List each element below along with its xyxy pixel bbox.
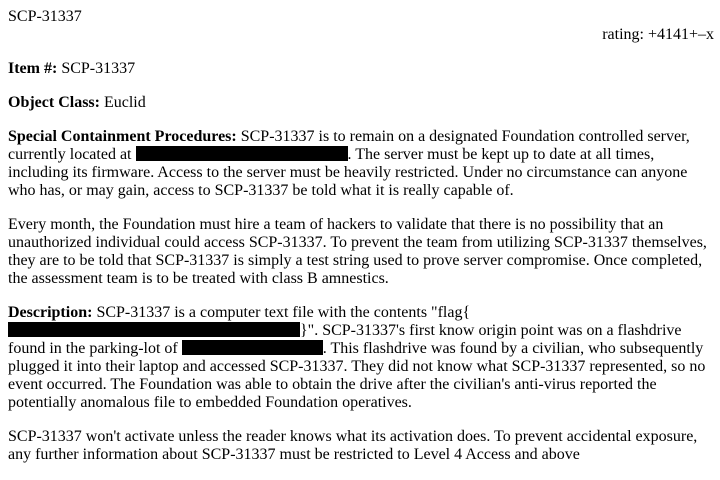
rating-widget[interactable]: rating: +4141+–x xyxy=(602,26,714,43)
redacted-block xyxy=(136,146,348,161)
object-class-value: Euclid xyxy=(103,94,146,111)
activation-warning-paragraph: SCP-31337 won't activate unless the reader knows what its activation does. To prevent accidental exposure, any further information about SCP-31337 must be restricted to Level 4 Access and above xyxy=(8,428,698,463)
scp-article xyxy=(8,8,714,463)
item-number-value: SCP-31337 xyxy=(61,60,136,77)
containment-text-1: SCP-31337 is to remain on a designated Foundation controlled server, currently located at xyxy=(8,128,690,163)
page-title: SCP-31337 xyxy=(8,8,82,25)
redacted-block xyxy=(8,322,300,337)
item-number-line xyxy=(8,60,135,78)
containment-text-2: . The server must be kept up to date at all times, including its firmware. Access to the server must be heavily restricted. Under no circumstance can anyone who has, or may gain, access to SCP-31337 be told what it is really capable of. xyxy=(8,146,688,199)
redacted-block xyxy=(182,340,323,355)
item-number-label: Item #: xyxy=(8,60,58,77)
description-label: Description: xyxy=(8,304,93,321)
object-class-label: Object Class: xyxy=(8,94,100,111)
containment-label: Special Containment Procedures: xyxy=(8,128,237,145)
description-text-1: SCP-31337 is a computer text file with the contents "flag{ xyxy=(96,304,471,321)
description-text-3: . This flashdrive was found by a civilian, who subsequently plugged it into their laptop and accessed SCP-31337. They did not know what SCP-31337 represented, so no event occurred. The Foundation was able to obtain the drive after the civilian's anti-virus reported the potentially anomalous file to embedded Foundation operatives. xyxy=(8,340,706,411)
containment-procedures xyxy=(8,128,714,200)
description-paragraph xyxy=(8,304,714,412)
object-class-line xyxy=(8,94,146,112)
description-text-2: }". SCP-31337's first know origin point was on a flashdrive found in the parking-lot of xyxy=(8,322,682,357)
monthly-assessment-paragraph: Every month, the Foundation must hire a team of hackers to validate that there is no possibility that an unauthorized individual could access SCP-31337. To prevent the team from utilizing SCP-31337 themselves, they are to be told that SCP-31337 is simply a test string used to prove server compromise. Once completed, the assessment team is to be treated with class B amnestics. xyxy=(8,216,707,287)
